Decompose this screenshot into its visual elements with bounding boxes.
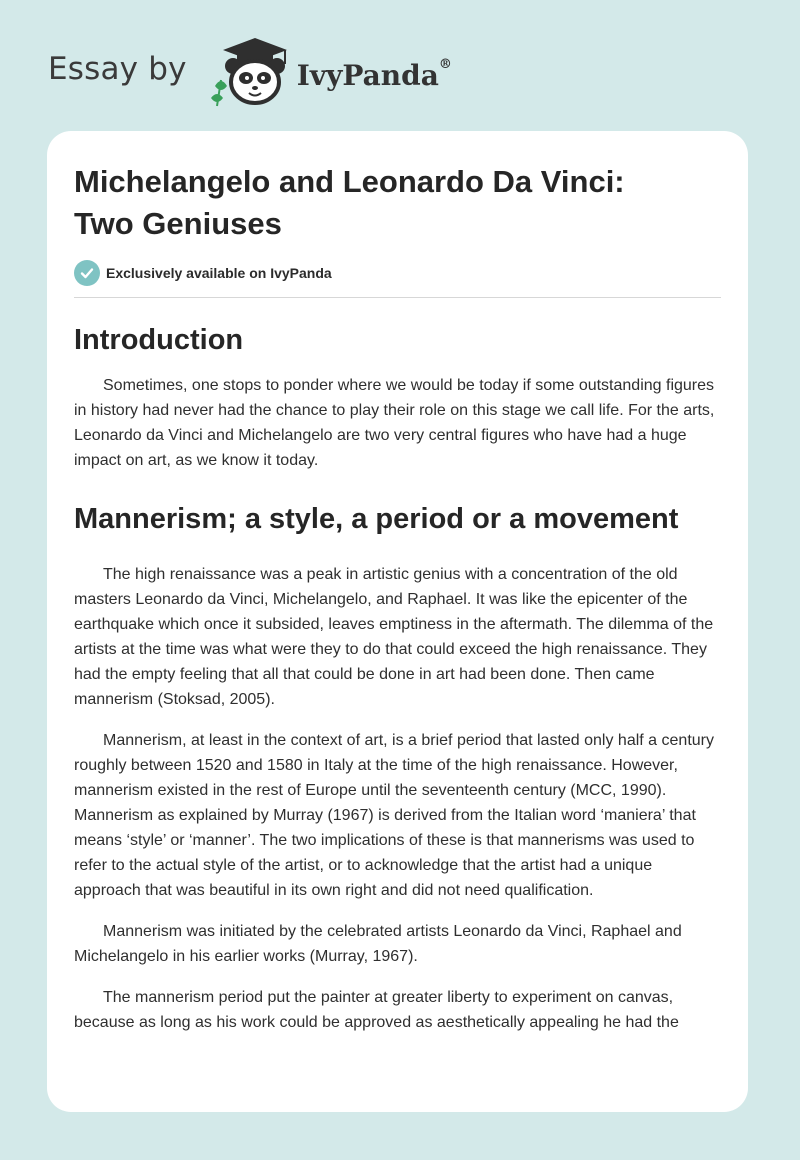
section-heading: Introduction (74, 324, 244, 356)
article-title: Michelangelo and Leonardo Da Vinci: Two Geniuses (74, 164, 625, 241)
paragraph: The high renaissance was a peak in artistic genius with a concentration of the old masters Leonardo da Vinci, Michelangelo, and Raphael. It was like the epicenter of the earthquake which once it subsided, leaves emptiness in the aftermath. The dilemma of the artists at the time was what were they to do that could exceed the high renaissance. They had the empty feeling that all that could be done in art had been done. Then came mannerism (Stoksad, 2005). (74, 566, 714, 708)
checkmark-icon (74, 260, 100, 286)
paragraph: The mannerism period put the painter at greater liberty to experiment on canvas, because as long as his work could be approved as aesthetically appealing he had the (74, 989, 679, 1031)
panda-logo-icon[interactable] (201, 36, 297, 108)
brand-name[interactable]: IvyPanda® (296, 56, 452, 92)
essay-by-label: Essay by (48, 51, 187, 87)
article-card (47, 131, 748, 1112)
divider (74, 297, 721, 298)
section-introduction (74, 322, 721, 473)
exclusive-label: Exclusively available on IvyPanda (106, 265, 332, 281)
exclusive-badge (74, 260, 721, 286)
section-heading: Mannerism; a style, a period or a movement (74, 503, 679, 535)
paragraph: Mannerism was initiated by the celebrated artists Leonardo da Vinci, Raphael and Michelangelo in his earlier works (Murray, 1967). (74, 923, 682, 965)
section-mannerism (74, 501, 721, 1035)
site-header (48, 36, 452, 108)
paragraph: Mannerism, at least in the context of art, is a brief period that lasted only half a century roughly between 1520 and 1580 in Italy at the time of the high renaissance. However, mannerism existed in the rest of Europe until the seventeenth century (MCC, 1990). Mannerism as explained by Murray (1967) is derived from the Italian word ‘maniera’ that means ‘style’ or ‘manner’. The two implications of these is that mannerisms was used to refer to the actual style of the artist, or to acknowledge that the artist had a unique approach that was beautiful in its own right and did not need qualification. (74, 732, 714, 899)
paragraph: Sometimes, one stops to ponder where we would be today if some outstanding figures in history had never had the chance to play their role on this stage we call life. For the arts, Leonardo da Vinci and Michelangelo are two very central figures who have had a huge impact on art, as we know it today. (74, 377, 715, 469)
